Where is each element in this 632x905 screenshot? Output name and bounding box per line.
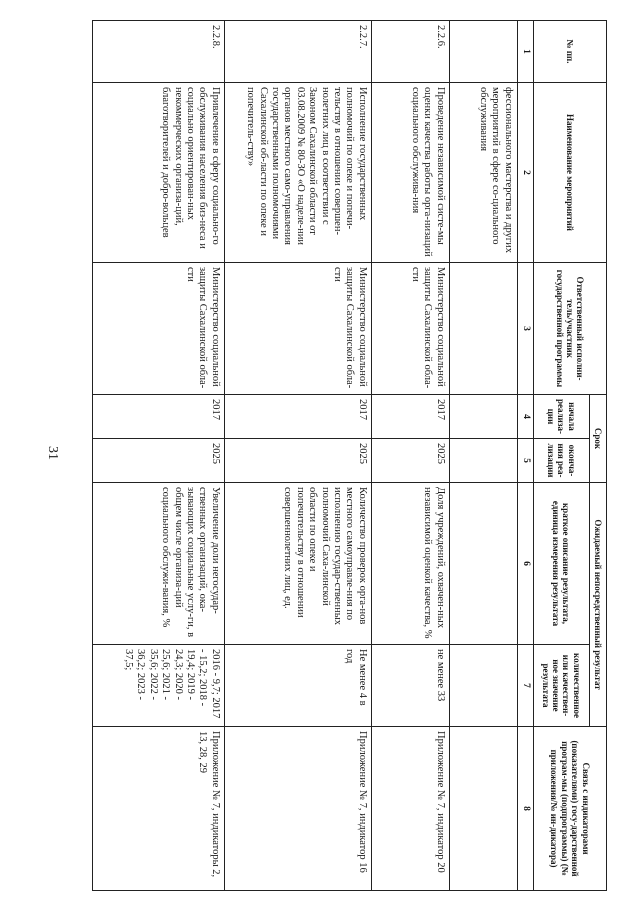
column-number: 1: [517, 21, 533, 83]
row-end: [449, 439, 517, 483]
row-name: фессионального мастерства и других мероприятий в сфере со-циального обслуживания: [449, 83, 517, 263]
column-number: 5: [517, 439, 533, 483]
row-value: не менее 33: [371, 645, 449, 727]
row-responsible: Министерство социальной защиты Сахалинской обла-сти: [371, 263, 449, 395]
row-link: Приложение № 7, индикаторы 2, 13, 28, 29: [93, 727, 225, 891]
row-responsible: Министерство социальной защиты Сахалинской обла-сти: [93, 263, 225, 395]
row-desc: Доля учреждений, охвачен-ных независимой оценкой качества, %: [371, 483, 449, 645]
header-term-end: оконча-ния реа-лизации: [533, 439, 589, 483]
row-name: Привлечение в сферу социально-го обслуживания населения биз-неса и социально ориентирован-ных некоммерческих организа-ций, благотворителей и добро-вольцев: [93, 83, 225, 263]
column-number-row: [517, 21, 533, 891]
row-start: 2017: [224, 395, 371, 439]
row-num: 2.2.8.: [93, 21, 225, 83]
row-link: [449, 727, 517, 891]
column-number: 8: [517, 727, 533, 891]
row-value: 2016 - 9,7; 2017 - 15,2; 2018 - 19,4; 2019 - 24,3; 2020 - 25,6; 2021 - 35,6; 2022 - 36,2; 2023 - 37,5;: [93, 645, 225, 727]
header-expected-desc: краткое описание результата, единица измерения результата: [533, 483, 589, 645]
row-responsible: Министерство социальной защиты Сахалинской обла-сти: [224, 263, 371, 395]
table-row: [93, 21, 225, 891]
table-row: [371, 21, 449, 891]
column-number: 4: [517, 395, 533, 439]
header-num: № пп.: [533, 21, 606, 83]
row-desc: Количество проверок орга-нов местного самоуправле-ния по исполнению государ-ственных полномочий Саха-линской области по опеке и попечительству в отношении совершеннолетних лиц, ед.: [224, 483, 371, 645]
row-link: Приложение № 7, индикатор 20: [371, 727, 449, 891]
row-start: 2017: [371, 395, 449, 439]
column-number: 2: [517, 83, 533, 263]
row-value: Не менее 4 в год: [224, 645, 371, 727]
row-end: 2025: [371, 439, 449, 483]
row-end: 2025: [93, 439, 225, 483]
header-name: Наименование мероприятий: [533, 83, 606, 263]
row-name: Проведение независимой систе-мы оценки качества работы орга-низаций социального обслужива-ния: [371, 83, 449, 263]
row-value: [449, 645, 517, 727]
row-start: [449, 395, 517, 439]
header-term: Срок: [589, 395, 606, 483]
row-num: [449, 21, 517, 83]
row-link: Приложение № 7, индикатор 16: [224, 727, 371, 891]
header-expected: Ожидаемый непосредственный результат: [589, 483, 606, 727]
program-table-rotated: [92, 20, 607, 890]
program-measures-table: [92, 20, 607, 891]
header-term-start: начала реализа-ции: [533, 395, 589, 439]
table-row: [449, 21, 517, 891]
column-number: 3: [517, 263, 533, 395]
row-name: Исполнение государственных полномочий по опеке и попечи-тельству в отношении совершен-нолетних лиц в соответствии с Законом Сахалинской области от 03.08.2009 № 80-ЗО «О наделе-нии органов местного само-управления государственными полномочиями Сахалинской об-ласти по опеке и попечитель-ству»: [224, 83, 371, 263]
row-desc: [449, 483, 517, 645]
column-number: 7: [517, 645, 533, 727]
table-row: [224, 21, 371, 891]
header-link: Связь с индикаторами (показателями) госу-дарственной програм-мы (подпрограммы) (№ приложения/№ ин-дикатора): [533, 727, 606, 891]
header-expected-value: количественное или качествен-ное значение результата: [533, 645, 589, 727]
page-number: 31: [45, 446, 60, 460]
row-desc: Увеличение доли негосудар-ственных организаций, ока-зывающих социальные услу-ги, в общем числе организа-ций социального обслужи-вания, %: [93, 483, 225, 645]
row-num: 2.2.7.: [224, 21, 371, 83]
row-end: 2025: [224, 439, 371, 483]
column-number: 6: [517, 483, 533, 645]
row-responsible: [449, 263, 517, 395]
row-num: 2.2.6.: [371, 21, 449, 83]
row-start: 2017: [93, 395, 225, 439]
header-responsible: Ответственный исполни-тель/участник государственной программы: [533, 263, 606, 395]
